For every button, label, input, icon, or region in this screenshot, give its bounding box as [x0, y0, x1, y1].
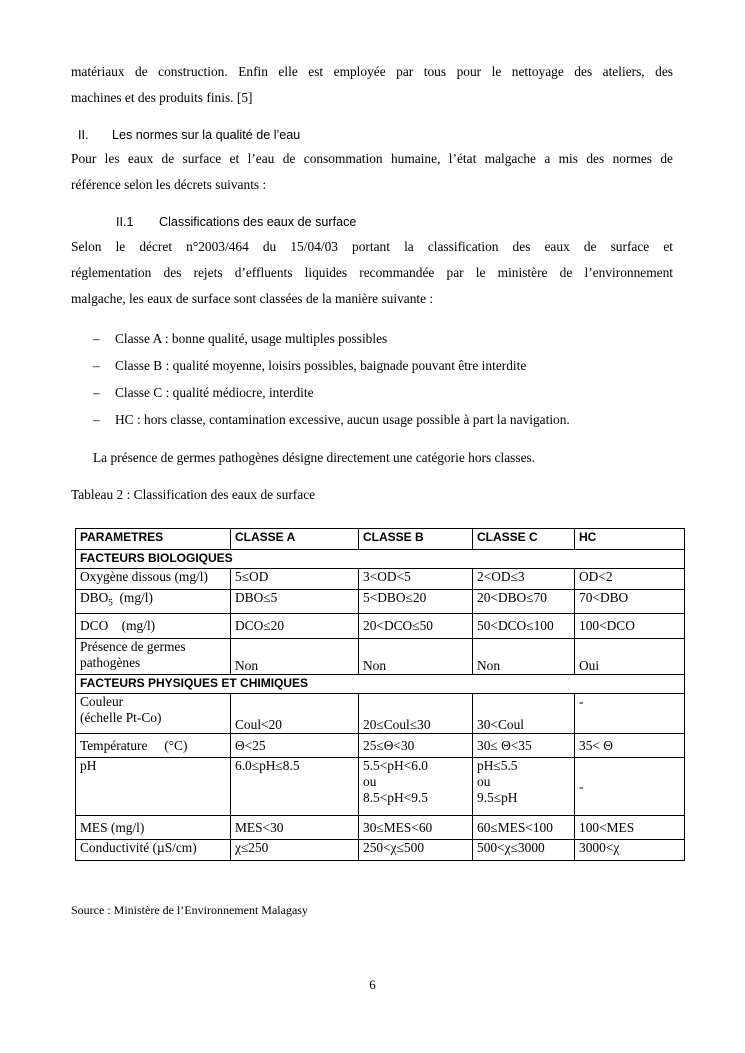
- header-classe-c: CLASSE C: [473, 529, 575, 550]
- section-2-line-1: Pour les eaux de surface et l’eau de consommation humaine, l’état malgache a mis des normes de: [71, 151, 673, 166]
- header-hc: HC: [575, 529, 685, 550]
- table-row: Conductivité (µS/cm) χ≤250 250<χ≤500 500<χ≤3000 3000<χ: [76, 840, 685, 861]
- section-2-1-paragraph: [71, 234, 673, 312]
- table-row: pH 6.0≤pH≤8.5 5.5<pH<6.0 ou 8.5<pH<9.5 pH≤5.5 ou 9.5≤pH -: [76, 758, 685, 816]
- table-row: Couleur (échelle Pt-Co) Coul<20 20≤Coul≤30 30<Coul -: [76, 694, 685, 734]
- bullet-dash: –: [93, 412, 100, 427]
- table-row: Température (°C) Θ<25 25≤Θ<30 30≤ Θ<35 35< Θ: [76, 734, 685, 758]
- intro-line-1: matériaux de construction. Enfin elle est employée par tous pour le nettoyage des ateliers, des: [71, 64, 673, 79]
- page-number: 6: [369, 977, 376, 992]
- section-2-title: Les normes sur la qualité de l’eau: [112, 128, 301, 142]
- table-source: Source : Ministère de l’Environnement Malagasy: [71, 903, 308, 917]
- table-row: Présence de germes pathogènes Non Non Non Oui: [76, 639, 685, 675]
- table-row: DCO (mg/l) DCO≤20 20<DCO≤50 50<DCO≤100 100<DCO: [76, 614, 685, 639]
- list-item: – Classe A : bonne qualité, usage multiples possibles: [93, 326, 570, 353]
- list-item: – Classe C : qualité médiocre, interdite: [93, 380, 570, 407]
- header-classe-a: CLASSE A: [231, 529, 359, 550]
- section-2-1-line-3: malgache, les eaux de surface sont classées de la manière suivante :: [71, 291, 434, 306]
- section-2-1-title: Classifications des eaux de surface: [159, 215, 357, 229]
- bullet-dash: –: [93, 358, 100, 373]
- section-biologiques: FACTEURS BIOLOGIQUES: [76, 550, 685, 569]
- table-row: $DBO_5$ (mg/l) DBO≤5 5<DBO≤20 20<DBO≤70 70<DBO: [76, 590, 685, 614]
- table-section-row: [76, 675, 685, 694]
- section-physiques: FACTEURS PHYSIQUES ET CHIMIQUES: [76, 675, 685, 694]
- intro-paragraph: [71, 59, 673, 111]
- table-row: MES (mg/l) MES<30 30≤MES<60 60≤MES<100 100<MES: [76, 816, 685, 840]
- section-2-1-number: II.1: [116, 215, 134, 229]
- table-row: Oxygène dissous (mg/l) 5≤OD 3<OD<5 2<OD≤3 OD<2: [76, 569, 685, 590]
- header-classe-b: CLASSE B: [359, 529, 473, 550]
- section-2-paragraph: [71, 146, 673, 198]
- section-2-line-2: référence selon les décrets suivants :: [71, 177, 267, 192]
- bullet-dash: –: [93, 385, 100, 400]
- classification-table: [75, 528, 685, 861]
- table-caption: Tableau 2 : Classification des eaux de surface: [71, 487, 316, 502]
- header-parametres: PARAMETRES: [76, 529, 231, 550]
- note-paragraph: La présence de germes pathogènes désigne directement une catégorie hors classes.: [93, 450, 536, 465]
- bullet-dash: –: [93, 331, 100, 346]
- section-2-1-line-2: réglementation des rejets d’effluents liquides recommandée par le ministère de l’environnement: [71, 265, 673, 280]
- list-item: – Classe B : qualité moyenne, loisirs possibles, baignade pouvant être interdite: [93, 353, 570, 380]
- intro-line-2: machines et des produits finis. [5]: [71, 90, 253, 105]
- class-list: [93, 326, 570, 434]
- section-2-number: II.: [78, 128, 89, 142]
- list-item: – HC : hors classe, contamination excessive, aucun usage possible à part la navigation.: [93, 407, 570, 434]
- section-2-1-line-1: Selon le décret n°2003/464 du 15/04/03 portant la classification des eaux de surface et: [71, 239, 673, 254]
- table-header-row: [76, 529, 685, 550]
- table-section-row: [76, 550, 685, 569]
- section-2-1-heading: [116, 214, 356, 230]
- section-2-heading: [78, 127, 300, 143]
